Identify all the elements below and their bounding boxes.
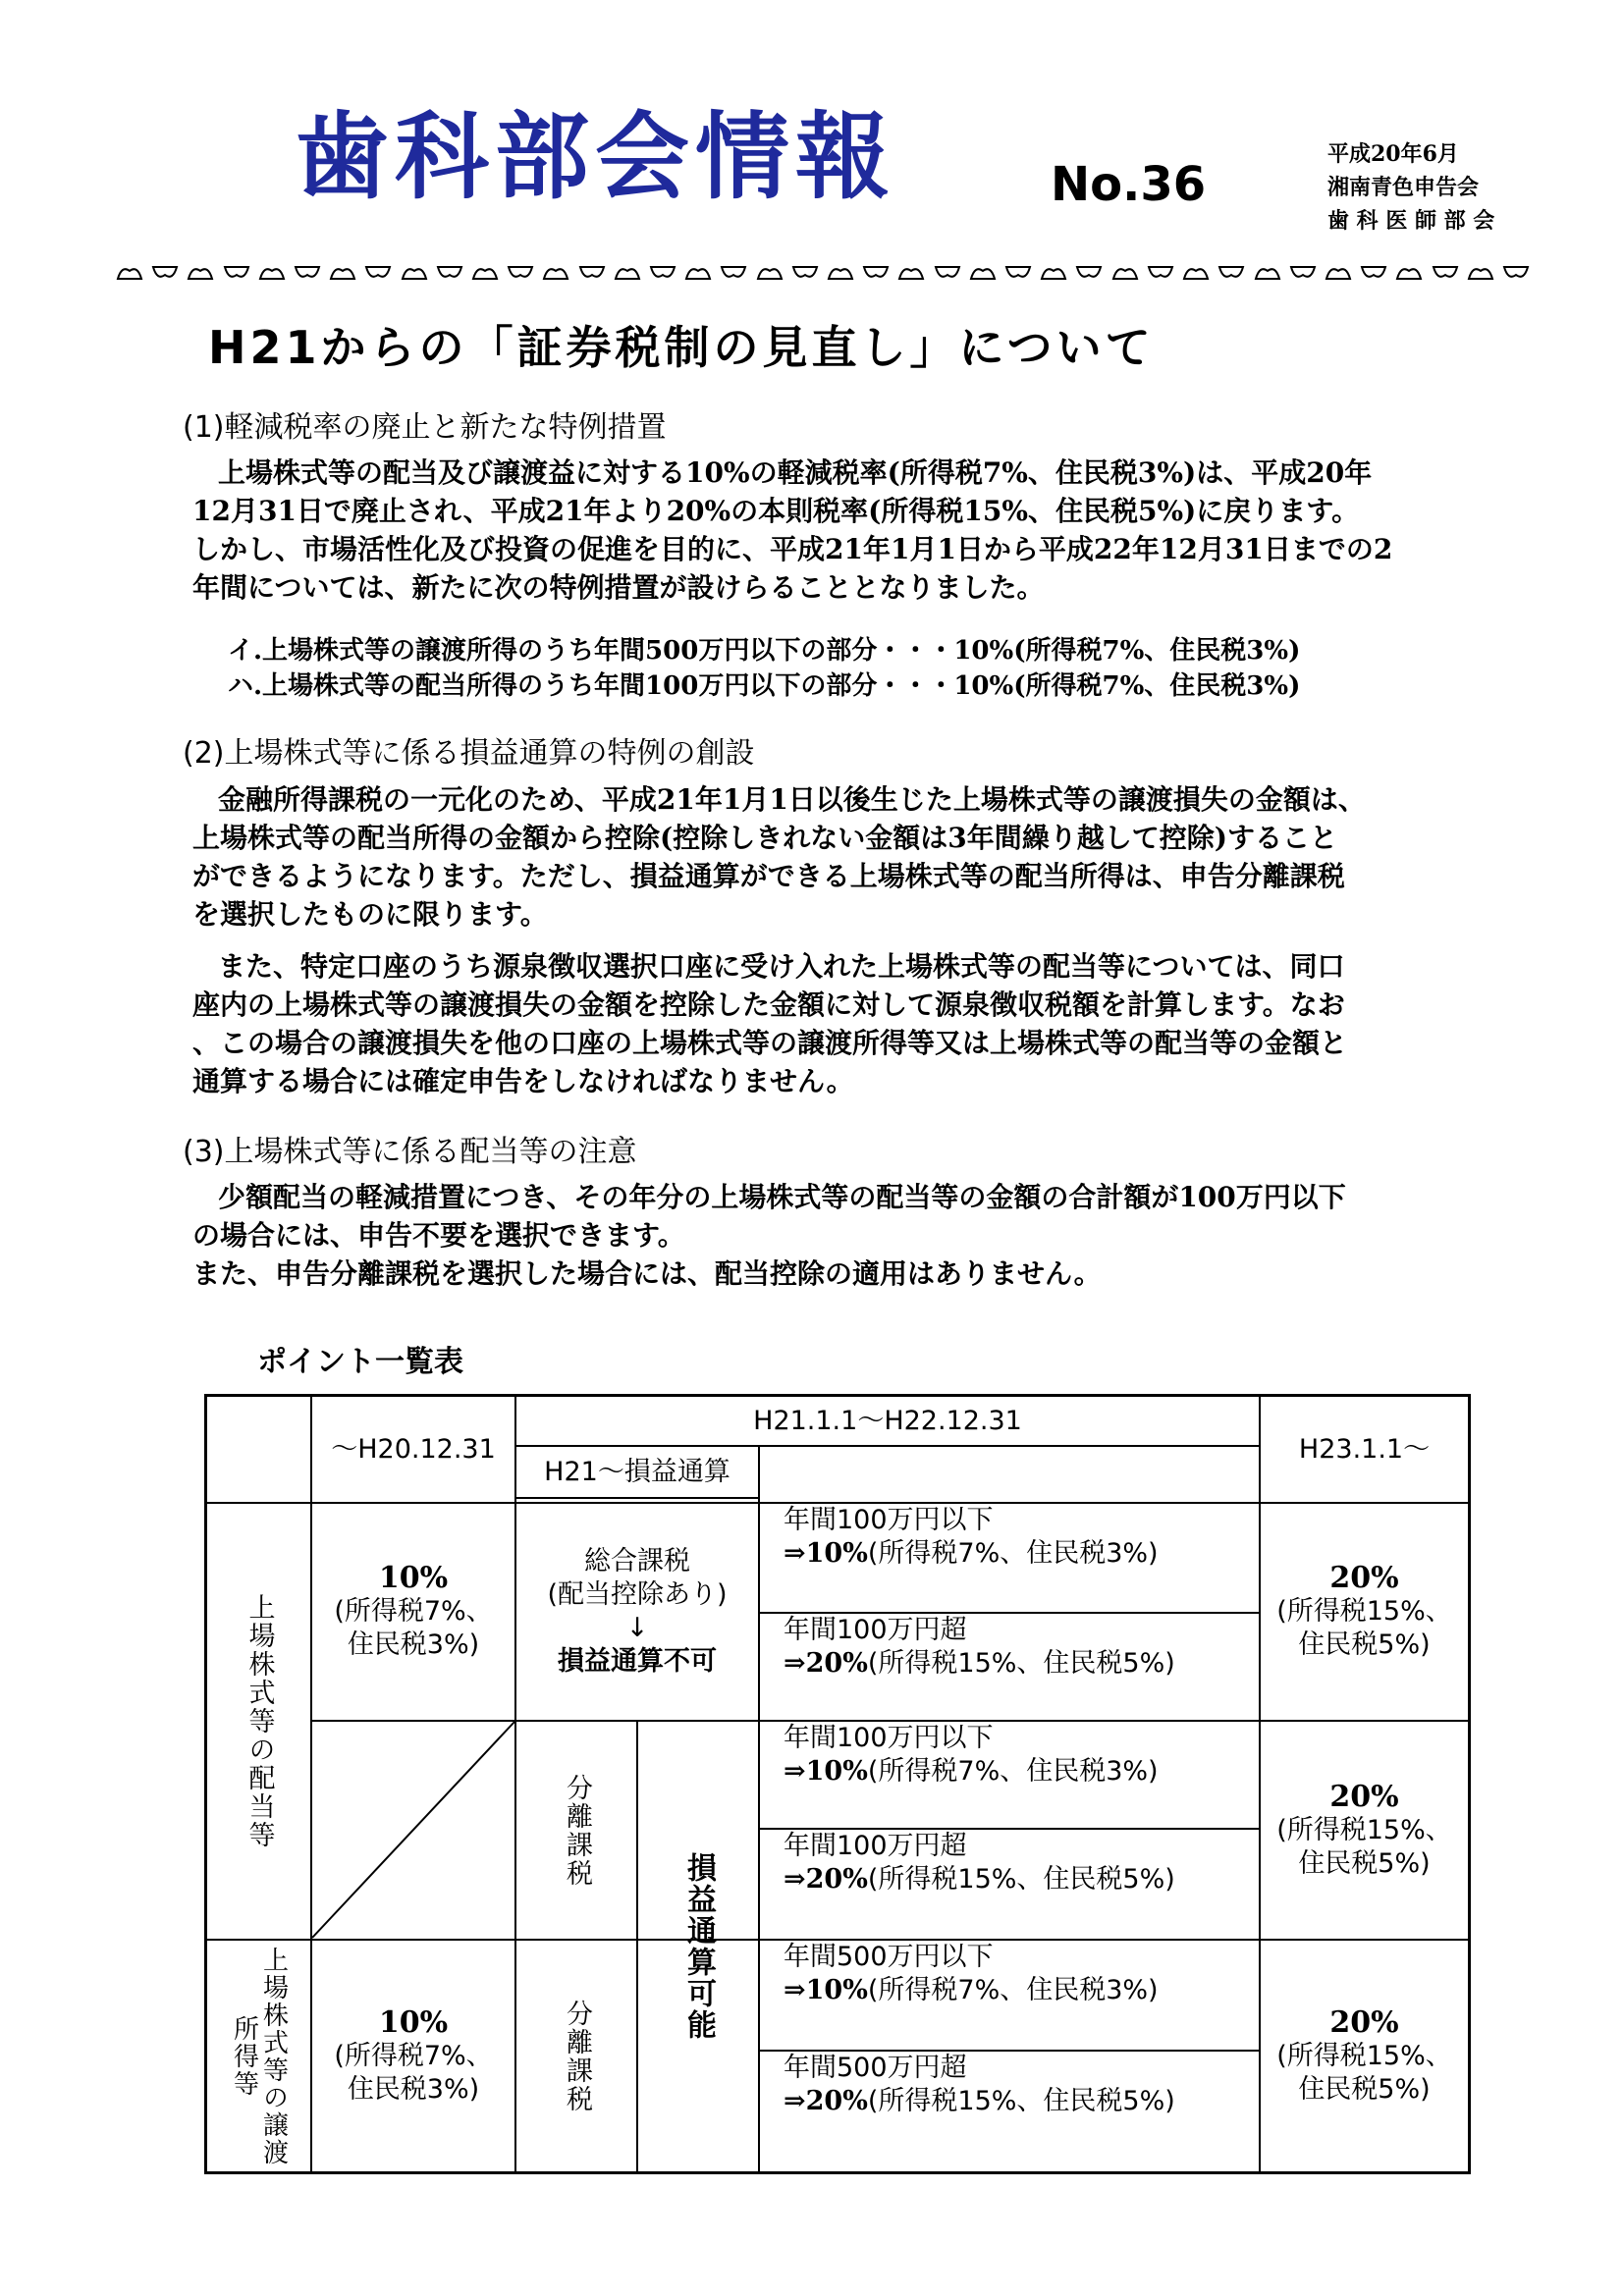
header-period-new: H23.1.1～ bbox=[1298, 1433, 1431, 1465]
ornament-icon bbox=[1254, 263, 1281, 283]
table-caption: ポイント一覧表 bbox=[257, 1345, 463, 1379]
row-label-transfer: 上場株式等の譲渡所得等 bbox=[229, 1946, 289, 2166]
rate-value: 20% bbox=[1329, 1561, 1399, 1595]
ornament-icon bbox=[649, 263, 676, 283]
body-line: 上場株式等の配当及び譲渡益に対する10%の軽減税率(所得税7%、住民税3%)は、平成20年 bbox=[218, 456, 1373, 489]
ornament-icon bbox=[1395, 263, 1423, 283]
rate-row bbox=[760, 1504, 1259, 1612]
department-name: 歯 科 医 師 部 会 bbox=[1327, 208, 1495, 234]
rate-row bbox=[760, 1830, 1259, 1939]
no-offset-label: 損益通算不可 bbox=[558, 1646, 717, 1677]
ornament-icon bbox=[862, 263, 890, 283]
rate-detail: (所得税7%、住民税3%) bbox=[867, 1975, 1159, 2005]
ornament-icon bbox=[1111, 263, 1139, 283]
section-heading-1: (1)軽減税率の廃止と新たな特例措置 bbox=[183, 410, 667, 445]
ornament-icon bbox=[614, 263, 641, 283]
ornament-icon bbox=[1502, 263, 1530, 283]
newsletter-title: 歯科部会情報 bbox=[295, 102, 895, 212]
threshold-label: 年間100万円超 bbox=[784, 1615, 967, 1645]
ornament-icon bbox=[1004, 263, 1032, 283]
separate-tax-label: 分離課税 bbox=[562, 1999, 592, 2113]
section-body-2 bbox=[192, 780, 1508, 934]
rate-value: ⇒10% bbox=[784, 1756, 868, 1787]
new-rate-cell bbox=[1261, 1504, 1468, 1720]
body-line: 年間については、新たに次の特例措置が設けらることとなりました。 bbox=[192, 571, 1045, 604]
section-heading-3: (3)上場株式等に係る配当等の注意 bbox=[183, 1135, 637, 1169]
ornament-icon bbox=[364, 263, 392, 283]
body-line: ができるようになります。ただし、損益通算ができる上場株式等の配当所得は、申告分離課税 bbox=[192, 860, 1345, 892]
special-measure-item: イ.上場株式等の譲渡所得のうち年間500万円以下の部分・・・10%(所得税7%、住民税3%) bbox=[228, 636, 1301, 666]
rate-row bbox=[760, 1722, 1259, 1828]
threshold-label: 年間100万円超 bbox=[784, 1831, 967, 1861]
rate-detail: 住民税3%) bbox=[347, 1629, 480, 1660]
diagonal-strike bbox=[310, 1720, 516, 1940]
ornament-icon bbox=[578, 263, 606, 283]
rate-value: ⇒20% bbox=[784, 1864, 868, 1895]
decorative-border bbox=[116, 253, 1530, 293]
body-line: の場合には、申告不要を選択できます。 bbox=[192, 1219, 685, 1252]
ornament-icon bbox=[1040, 263, 1067, 283]
threshold-label: 年間500万円超 bbox=[784, 2053, 967, 2083]
row-label-dividends: 上場株式等の配当等 bbox=[243, 1593, 275, 1849]
rate-detail: 住民税5%) bbox=[1298, 1629, 1431, 1660]
threshold-label: 年間100万円以下 bbox=[784, 1723, 994, 1753]
body-line: 、この場合の譲渡損失を他の口座の上場株式等の譲渡所得等又は上場株式等の配当等の金額と bbox=[192, 1027, 1348, 1059]
rate-detail: (所得税7%、 bbox=[334, 1596, 493, 1627]
rate-value: ⇒10% bbox=[784, 1538, 868, 1569]
rate-detail: (所得税15%、住民税5%) bbox=[867, 1648, 1175, 1679]
body-line: 座内の上場株式等の譲渡損失の金額を控除した金額に対して源泉徴収税額を計算します。なお bbox=[192, 988, 1345, 1021]
transfer-old-rate-cell bbox=[312, 1941, 514, 2171]
down-arrow-icon: ↓ bbox=[625, 1613, 649, 1643]
header-period-old: ～H20.12.31 bbox=[331, 1433, 496, 1465]
ornament-icon bbox=[1289, 263, 1317, 283]
ornament-icon bbox=[151, 263, 179, 283]
headline: H21からの「証券税制の見直し」について bbox=[208, 321, 1155, 374]
new-rate-cell bbox=[1261, 1722, 1468, 1939]
ornament-icon bbox=[1075, 263, 1103, 283]
special-measure-item: ハ.上場株式等の配当所得のうち年間100万円以下の部分・・・10%(所得税7%、住民税3%) bbox=[228, 671, 1301, 701]
ornament-icon bbox=[1182, 263, 1210, 283]
ornament-icon bbox=[897, 263, 925, 283]
rate-detail: (所得税7%、住民税3%) bbox=[867, 1756, 1159, 1787]
ornament-icon bbox=[187, 263, 214, 283]
rate-value: 20% bbox=[1329, 2004, 1399, 2040]
body-line: また、申告分離課税を選択した場合には、配当控除の適用はありません。 bbox=[192, 1257, 1102, 1290]
issue-date: 平成20年6月 bbox=[1327, 141, 1459, 167]
rate-detail: 住民税5%) bbox=[1298, 1847, 1431, 1879]
rate-detail: (所得税7%、 bbox=[334, 2040, 493, 2071]
ornament-icon bbox=[756, 263, 784, 283]
ornament-icon bbox=[1325, 263, 1352, 283]
header-period-special: H21.1.1～H22.12.31 bbox=[753, 1406, 1022, 1436]
ornament-icon bbox=[1432, 263, 1459, 283]
rate-detail: (所得税15%、 bbox=[1276, 1596, 1452, 1627]
organization-name: 湘南青色申告会 bbox=[1327, 175, 1480, 200]
ornament-icon bbox=[1467, 263, 1494, 283]
dividend-old-rate-cell bbox=[312, 1504, 514, 1720]
offset-allowed-label: 損益通算可能 bbox=[681, 1852, 716, 2041]
rate-detail: (所得税7%、住民税3%) bbox=[867, 1538, 1159, 1569]
ornament-icon bbox=[934, 263, 961, 283]
general-tax-label: 総合課税 bbox=[584, 1546, 690, 1576]
general-tax-note: (配当控除あり) bbox=[547, 1579, 728, 1610]
points-table bbox=[204, 1394, 1471, 2174]
threshold-label: 年間100万円以下 bbox=[784, 1505, 994, 1535]
body-line: 上場株式等の配当所得の金額から控除(控除しきれない金額は3年間繰り越して控除)すること bbox=[192, 822, 1337, 854]
section-body-3 bbox=[192, 1178, 1508, 1293]
ornament-icon bbox=[329, 263, 356, 283]
header-offset-sub: H21～損益通算 bbox=[544, 1457, 730, 1487]
ornament-icon bbox=[1360, 263, 1387, 283]
body-line: 通算する場合には確定申告をしなければなりません。 bbox=[192, 1065, 854, 1097]
general-tax-cell bbox=[516, 1504, 758, 1720]
ornament-icon bbox=[436, 263, 463, 283]
rate-value: 10% bbox=[378, 1561, 449, 1595]
ornament-icon bbox=[827, 263, 854, 283]
rate-detail: 住民税3%) bbox=[347, 2073, 480, 2105]
rate-row bbox=[760, 1941, 1259, 2050]
ornament-icon bbox=[1217, 263, 1245, 283]
rate-row bbox=[760, 1614, 1259, 1720]
ornament-icon bbox=[116, 263, 143, 283]
masthead-meta bbox=[1327, 137, 1494, 238]
ornament-icon bbox=[542, 263, 569, 283]
ornament-icon bbox=[401, 263, 428, 283]
body-line: 金融所得課税の一元化のため、平成21年1月1日以後生じた上場株式等の譲渡損失の金額は、 bbox=[218, 783, 1366, 816]
rate-detail: (所得税15%、住民税5%) bbox=[867, 2086, 1175, 2116]
ornament-icon bbox=[1147, 263, 1174, 283]
rate-row bbox=[760, 2052, 1259, 2171]
ornament-icon bbox=[507, 263, 534, 283]
separate-tax-label: 分離課税 bbox=[562, 1773, 592, 1888]
section-body-2b bbox=[192, 947, 1508, 1100]
rate-detail: (所得税15%、住民税5%) bbox=[867, 1864, 1175, 1895]
ornament-icon bbox=[720, 263, 747, 283]
rate-value: 20% bbox=[1329, 1779, 1399, 1814]
ornament-icon bbox=[294, 263, 321, 283]
rate-detail: (所得税15%、 bbox=[1276, 1814, 1452, 1845]
section-heading-2: (2)上場株式等に係る損益通算の特例の創設 bbox=[183, 736, 755, 771]
new-rate-cell bbox=[1261, 1941, 1468, 2171]
ornament-icon bbox=[969, 263, 997, 283]
threshold-label: 年間500万円以下 bbox=[784, 1942, 994, 1972]
body-line: 12月31日で廃止され、平成21年より20%の本則税率(所得税15%、住民税5%)に戻ります。 bbox=[192, 495, 1360, 527]
rate-value: 10% bbox=[378, 2004, 449, 2040]
body-line: しかし、市場活性化及び投資の促進を目的に、平成21年1月1日から平成22年12月31日までの2 bbox=[192, 533, 1393, 565]
issue-number: No.36 bbox=[1051, 157, 1207, 212]
ornament-icon bbox=[471, 263, 499, 283]
ornament-icon bbox=[223, 263, 250, 283]
rate-value: ⇒10% bbox=[784, 1975, 868, 2005]
rate-value: ⇒20% bbox=[784, 2086, 868, 2116]
rate-value: ⇒20% bbox=[784, 1648, 868, 1679]
ornament-icon bbox=[258, 263, 286, 283]
body-line: 少額配当の軽減措置につき、その年分の上場株式等の配当等の金額の合計額が100万円以下 bbox=[218, 1181, 1346, 1213]
section-body-1 bbox=[192, 454, 1508, 607]
ornament-icon bbox=[684, 263, 712, 283]
rate-detail: (所得税15%、 bbox=[1276, 2040, 1452, 2071]
rate-detail: 住民税5%) bbox=[1298, 2073, 1431, 2105]
body-line: を選択したものに限ります。 bbox=[192, 898, 548, 931]
body-line: また、特定口座のうち源泉徴収選択口座に受け入れた上場株式等の配当等については、同口 bbox=[218, 950, 1345, 983]
ornament-icon bbox=[791, 263, 819, 283]
